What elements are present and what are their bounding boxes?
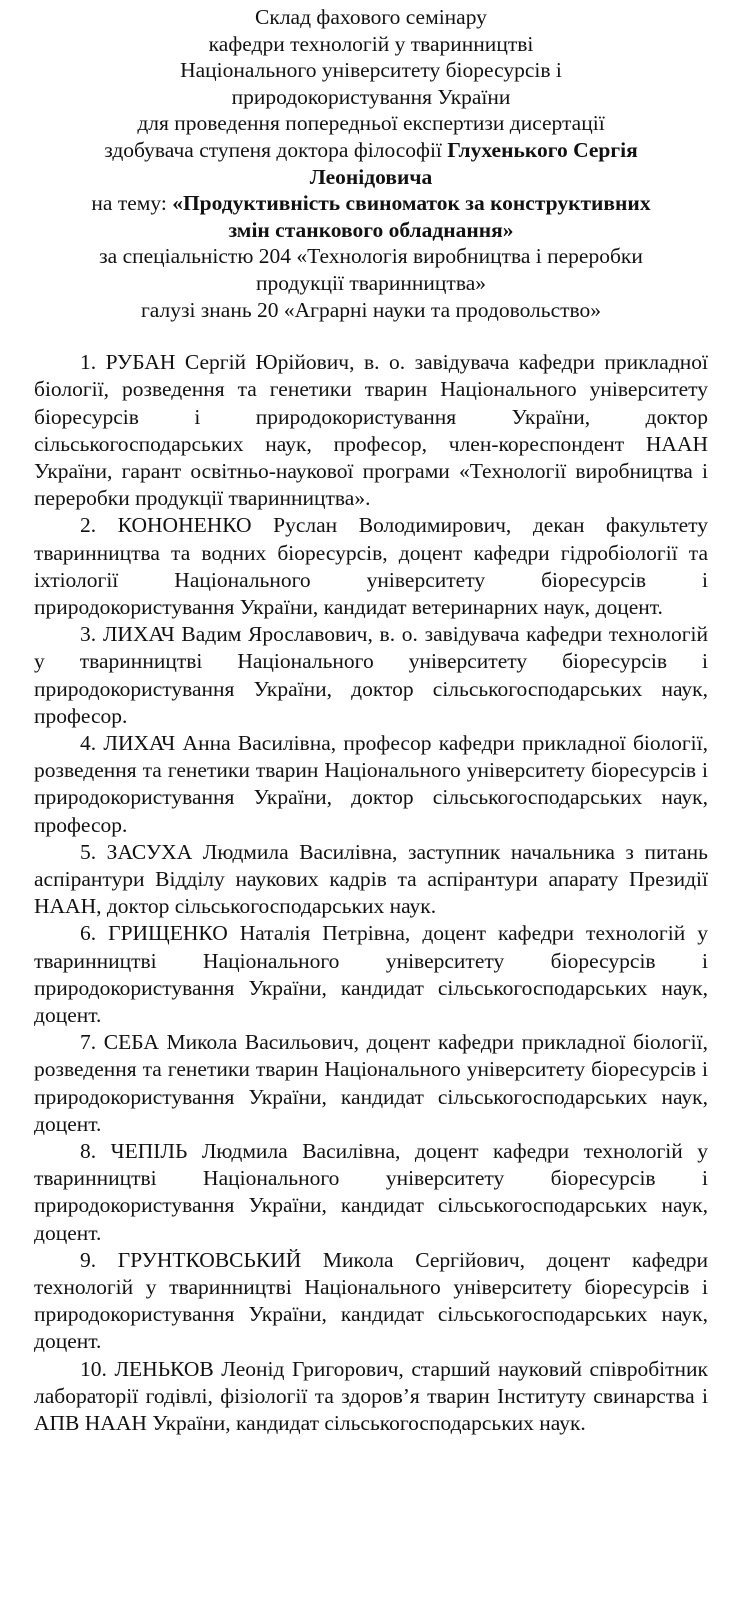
header-line-7 <box>34 164 708 191</box>
member-item-5: 5. ЗАСУХА Людмила Василівна, заступник начальника з питань аспірантури Відділу наукових кадрів та аспірантури апарату Президії НААН, доктор сільськогосподарських наук. <box>34 839 708 919</box>
member-item-4: 4. ЛИХАЧ Анна Василівна, професор кафедри прикладної біології, розведення та генетики тварин Національного університету біоресурсів і природокористування України, доктор сільськогосподарських наук, професор. <box>34 730 708 837</box>
member-item-3: 3. ЛИХАЧ Вадим Ярославович, в. о. завідувача кафедри технологій у тваринництві Національного університету біоресурсів і природокористування України, доктор сільськогосподарських наук, професор. <box>34 622 708 728</box>
member-item-2: 2. КОНОНЕНКО Руслан Володимирович, декан факультету тваринництва та водних біоресурсів, доцент кафедри гідробіології та іхтіології Національного університету біоресурсів і природокористування України, кандидат ветеринарних наук, доцент. <box>34 513 708 619</box>
candidate-name: Глухенького Сергія <box>447 137 638 162</box>
topic-prefix: на тему: <box>91 191 173 216</box>
candidate-prefix: здобувача ступеня доктора філософії <box>104 137 448 162</box>
member-item-10: 10. ЛЕНЬКОВ Леонід Григорович, старший науковий співробітник лабораторії годівлі, фізіології та здоров’я тварин Інституту свинарства і АПВ НААН України, кандидат сільськогосподарських наук. <box>34 1356 708 1436</box>
header-line-6 <box>34 137 708 164</box>
header-line-4: природокористування України <box>231 84 511 109</box>
header-line-8 <box>34 190 708 217</box>
document-header <box>34 4 708 323</box>
header-line-9 <box>34 217 708 244</box>
header-line-1: Склад фахового семінару <box>255 5 487 29</box>
topic-title-part-2: змін станкового обладнання» <box>228 217 514 242</box>
candidate-patronymic: Леонідовича <box>309 164 433 189</box>
member-item-9: 9. ГРУНТКОВСЬКИЙ Микола Сергійович, доцент кафедри технологій у тваринництві Національного університету біоресурсів і природокористування України, кандидат сільськогосподарських наук, доцент. <box>34 1247 708 1354</box>
header-line-12: галузі знань 20 «Аграрні науки та продовольство» <box>140 297 602 322</box>
member-item-7: 7. СЕБА Микола Васильович, доцент кафедри прикладної біології, розведення та генетики тварин Національного університету біоресурсів і природокористування України, кандидат сільськогосподарських наук, доцент. <box>34 1030 708 1136</box>
member-item-6: 6. ГРИЩЕНКО Наталія Петрівна, доцент кафедри технологій у тваринництві Національного університету біоресурсів і природокористування України, кандидат сільськогосподарських наук, доцент. <box>34 921 708 1027</box>
members-list <box>34 349 708 1437</box>
topic-title-part-1: «Продуктивність свиноматок за конструктивних <box>172 191 651 216</box>
member-item-8: 8. ЧЕПІЛЬ Людмила Василівна, доцент кафедри технологій у тваринництві Національного університету біоресурсів і природокористування України, кандидат сільськогосподарських наук, доцент. <box>34 1139 708 1245</box>
header-line-10: за спеціальністю 204 «Технологія виробництва і переробки <box>99 244 643 269</box>
header-line-11: продукції тваринництва» <box>256 270 486 295</box>
header-line-5: для проведення попередньої експертизи дисертації <box>137 111 605 136</box>
member-item-1: 1. РУБАН Сергій Юрійович, в. о. завідувача кафедри прикладної біології, розведення та генетики тварин Національного університету біоресурсів і природокористування України, доктор сільськогосподарських наук, професор, член-кореспондент НААН України, гарант освітньо-наукової програми «Технології виробництва і переробки продукції тваринництва». <box>34 350 708 511</box>
header-line-3: Національного університету біоресурсів і <box>180 58 562 83</box>
header-line-2: кафедри технологій у тваринництві <box>208 31 534 56</box>
